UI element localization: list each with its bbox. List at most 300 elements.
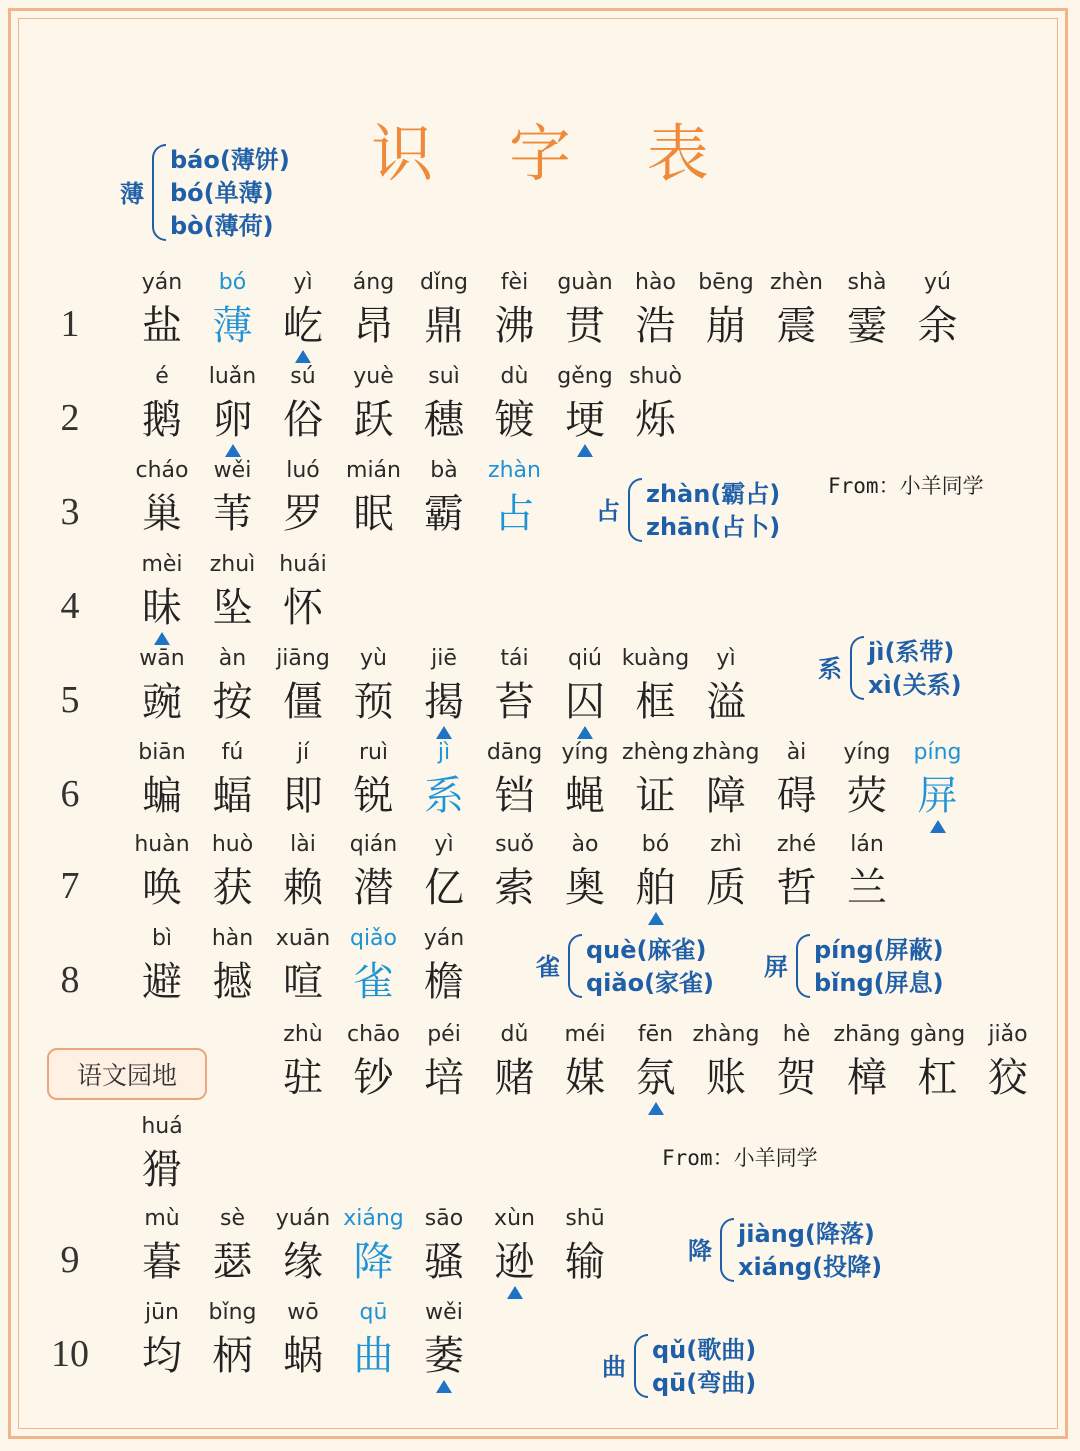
- pinyin: zhé: [776, 832, 817, 857]
- pinyin: yuán: [275, 1206, 331, 1231]
- pinyin: wěi: [425, 1300, 463, 1325]
- character-cell: [339, 1204, 409, 1290]
- hanzi: 框: [635, 679, 676, 725]
- hanzi: 曲: [353, 1333, 394, 1379]
- hanzi: 碍: [776, 773, 817, 819]
- hanzi: 跃: [353, 397, 394, 443]
- hanzi: 萎: [424, 1333, 464, 1379]
- character-cell: [339, 738, 409, 824]
- hanzi: 震: [776, 303, 817, 349]
- character-cell: [550, 644, 620, 730]
- pinyin: yú: [924, 270, 951, 295]
- hanzi: 烁: [635, 397, 676, 443]
- note-reading: zhàn(霸占): [646, 480, 781, 508]
- character-cell: [198, 644, 268, 730]
- hanzi: 按: [212, 679, 253, 725]
- hanzi: 浩: [635, 303, 676, 349]
- hanzi: 驻: [283, 1055, 323, 1101]
- row-number: 5: [60, 679, 80, 721]
- hanzi: 蜗: [283, 1333, 323, 1379]
- pinyin: zhàng: [692, 1022, 760, 1047]
- character-cell: [832, 268, 902, 354]
- pinyin: shū: [565, 1206, 605, 1231]
- hanzi: 蝙: [142, 773, 182, 819]
- pinyin: jí: [296, 740, 310, 765]
- character-cell: [409, 1204, 479, 1290]
- hanzi: 唤: [142, 865, 182, 911]
- hanzi: 舶: [635, 865, 676, 911]
- character-cell: [621, 268, 691, 354]
- pinyin: hè: [782, 1022, 811, 1047]
- hanzi: 撼: [212, 959, 253, 1005]
- hanzi: 檐: [424, 959, 464, 1005]
- character-cell: [621, 738, 691, 824]
- hanzi: 卵: [212, 397, 253, 443]
- pinyin: jiāng: [276, 646, 330, 671]
- pinyin: qiú: [567, 646, 603, 671]
- brace-icon: [796, 934, 810, 998]
- hanzi: 避: [142, 959, 182, 1005]
- character-cell: [973, 1020, 1043, 1106]
- pinyin: wān: [139, 646, 185, 671]
- pinyin: huàn: [134, 832, 190, 857]
- brace-icon: [628, 478, 642, 542]
- hanzi: 猾: [142, 1147, 182, 1193]
- pinyin: yì: [716, 646, 736, 671]
- pinyin: yù: [360, 646, 387, 671]
- triangle-marker-icon: [507, 1286, 523, 1299]
- note-reading: qiǎo(家雀): [586, 969, 715, 997]
- hanzi: 雀: [353, 959, 394, 1005]
- note-reading: xiáng(投降): [738, 1253, 883, 1281]
- pinyin: qián: [349, 832, 398, 857]
- character-cell: [268, 362, 338, 448]
- character-cell: [832, 1020, 902, 1106]
- hanzi: 坠: [212, 585, 253, 631]
- pinyin: zhù: [283, 1022, 323, 1047]
- hanzi: 镀: [494, 397, 535, 443]
- hanzi: 贺: [776, 1055, 817, 1101]
- note-reading: jiàng(降落): [738, 1220, 875, 1248]
- pinyin: shà: [847, 270, 887, 295]
- character-cell: [550, 1204, 620, 1290]
- character-cell: [339, 830, 409, 916]
- pinyin: suì: [428, 364, 460, 389]
- hanzi: 系: [424, 773, 464, 819]
- hanzi: 钞: [353, 1055, 394, 1101]
- pinyin: yán: [141, 270, 183, 295]
- pinyin: jiē: [431, 646, 457, 671]
- pinyin: huò: [211, 832, 254, 857]
- hanzi: 账: [706, 1055, 746, 1101]
- hanzi: 逊: [494, 1239, 535, 1285]
- hanzi: 预: [353, 679, 394, 725]
- note-character: 薄: [120, 179, 144, 208]
- character-cell: [691, 738, 761, 824]
- character-cell: [480, 362, 550, 448]
- character-cell: [268, 550, 338, 636]
- row-number: 9: [60, 1239, 80, 1281]
- character-cell: [198, 1204, 268, 1290]
- hanzi: 苇: [212, 491, 253, 537]
- character-cell: [127, 738, 197, 824]
- hanzi: 鹅: [142, 397, 182, 443]
- hanzi: 铛: [494, 773, 535, 819]
- row-number: 10: [51, 1333, 89, 1375]
- character-cell: [550, 738, 620, 824]
- pinyin: yuè: [353, 364, 394, 389]
- hanzi: 昂: [353, 303, 394, 349]
- pinyin: guàn: [557, 270, 613, 295]
- hanzi: 穗: [424, 397, 464, 443]
- pinyin: qū: [359, 1300, 388, 1325]
- pinyin: bà: [430, 458, 458, 483]
- character-cell: [832, 738, 902, 824]
- character-cell: [339, 644, 409, 730]
- pinyin: jì: [437, 740, 451, 765]
- pinyin: fèi: [500, 270, 529, 295]
- character-cell: [198, 456, 268, 542]
- character-cell: [127, 644, 197, 730]
- pinyin: zhàn: [488, 458, 541, 483]
- pinyin: fú: [221, 740, 244, 765]
- note-reading: píng(屏蔽): [814, 936, 944, 964]
- character-cell: [198, 738, 268, 824]
- character-cell: [268, 738, 338, 824]
- pinyin: biān: [138, 740, 186, 765]
- page-title: 识 字 表: [371, 117, 737, 190]
- hanzi: 屏: [917, 773, 958, 819]
- character-cell: [409, 738, 479, 824]
- note-reading: bǐng(屏息): [814, 969, 944, 997]
- hanzi: 狡: [988, 1055, 1028, 1101]
- hanzi: 沸: [494, 303, 535, 349]
- pinyin: zhàng: [692, 740, 760, 765]
- note-reading: jì(系带): [868, 638, 955, 666]
- pinyin: é: [155, 364, 169, 389]
- pinyin: jiǎo: [988, 1022, 1028, 1047]
- pinyin: mù: [144, 1206, 180, 1231]
- character-cell: [621, 362, 691, 448]
- character-cell: [691, 644, 761, 730]
- pinyin: kuàng: [621, 646, 690, 671]
- source-watermark: From：小羊同学: [828, 474, 984, 498]
- hanzi: 降: [353, 1239, 394, 1285]
- character-cell: [621, 830, 691, 916]
- pinyin: yíng: [561, 740, 609, 765]
- pinyin: fēn: [637, 1022, 674, 1047]
- note-reading: bó(单薄): [170, 179, 274, 207]
- character-cell: [550, 362, 620, 448]
- pinyin: xùn: [494, 1206, 535, 1231]
- pinyin: bēng: [698, 270, 754, 295]
- character-cell: [198, 924, 268, 1010]
- pinyin: huá: [141, 1114, 183, 1139]
- hanzi: 俗: [283, 397, 323, 443]
- hanzi: 输: [565, 1239, 605, 1285]
- pinyin: yán: [423, 926, 465, 951]
- character-cell: [127, 830, 197, 916]
- character-cell: [268, 830, 338, 916]
- row-number: 8: [60, 959, 80, 1001]
- note-character: 降: [688, 1237, 712, 1265]
- pinyin: píng: [913, 740, 962, 765]
- hanzi: 锐: [353, 773, 394, 819]
- character-cell: [550, 1020, 620, 1106]
- hanzi: 昧: [142, 585, 182, 631]
- pinyin: bì: [151, 926, 173, 951]
- hanzi: 贯: [565, 303, 605, 349]
- note-character: 系: [818, 655, 842, 683]
- pinyin: hàn: [211, 926, 254, 951]
- pinyin: bó: [218, 270, 247, 295]
- hanzi: 苔: [494, 679, 535, 725]
- pinyin: ài: [786, 740, 807, 765]
- hanzi: 霎: [847, 303, 887, 349]
- row-number: 1: [60, 303, 80, 345]
- character-cell: [198, 362, 268, 448]
- note-reading: qū(弯曲): [652, 1369, 757, 1397]
- character-cell: [268, 268, 338, 354]
- character-cell: [762, 738, 832, 824]
- hanzi: 证: [635, 773, 676, 819]
- character-cell: [550, 830, 620, 916]
- character-cell: [268, 456, 338, 542]
- hanzi: 埂: [565, 397, 605, 443]
- character-cell: [127, 456, 197, 542]
- character-cell: [903, 1020, 973, 1106]
- character-cell: [339, 268, 409, 354]
- hanzi: 盐: [142, 303, 182, 349]
- character-cell: [198, 1298, 268, 1384]
- pinyin: xiáng: [343, 1206, 404, 1231]
- hanzi: 囚: [565, 679, 605, 725]
- hanzi: 霸: [424, 491, 464, 537]
- pinyin: suǒ: [495, 832, 534, 857]
- hanzi: 蝠: [212, 773, 253, 819]
- hanzi: 怀: [283, 585, 323, 631]
- hanzi: 骚: [424, 1239, 464, 1285]
- note-reading: zhān(占卜): [646, 513, 781, 541]
- triangle-marker-icon: [930, 820, 946, 833]
- row-number: 2: [60, 397, 80, 439]
- hanzi: 喧: [283, 959, 323, 1005]
- hanzi: 媒: [565, 1055, 605, 1101]
- character-cell: [339, 456, 409, 542]
- triangle-marker-icon: [577, 444, 593, 457]
- pinyin: yì: [293, 270, 313, 295]
- pinyin: wō: [287, 1300, 319, 1325]
- pinyin: dǐng: [420, 270, 468, 295]
- pinyin: sāo: [424, 1206, 464, 1231]
- note-reading: bò(薄荷): [170, 212, 274, 240]
- brace-icon: [568, 934, 582, 998]
- pinyin: zhuì: [209, 552, 256, 577]
- pinyin: zhèng: [622, 740, 689, 765]
- pinyin: luǎn: [208, 364, 257, 389]
- hanzi: 培: [424, 1055, 464, 1101]
- hanzi: 占: [494, 491, 535, 537]
- note-character: 屏: [764, 953, 788, 981]
- character-cell: [762, 268, 832, 354]
- character-cell: [762, 1020, 832, 1106]
- character-cell: [339, 924, 409, 1010]
- character-cell: [409, 362, 479, 448]
- character-cell: [268, 1020, 338, 1106]
- hanzi: 溢: [706, 679, 746, 725]
- character-cell: [550, 268, 620, 354]
- character-cell: [127, 268, 197, 354]
- source-watermark: From：小羊同学: [662, 1146, 818, 1170]
- character-cell: [762, 830, 832, 916]
- hanzi: 僵: [283, 679, 323, 725]
- hanzi: 奥: [565, 865, 605, 911]
- hanzi: 质: [706, 865, 746, 911]
- pinyin: sè: [220, 1206, 245, 1231]
- pinyin: sú: [290, 364, 316, 389]
- hanzi: 鼎: [424, 303, 464, 349]
- hanzi: 索: [494, 865, 535, 911]
- character-cell: [409, 1298, 479, 1384]
- character-cell: [903, 268, 973, 354]
- character-cell: [409, 924, 479, 1010]
- note-reading: xì(关系): [868, 671, 962, 699]
- pinyin: wěi: [213, 458, 252, 483]
- character-cell: [198, 550, 268, 636]
- character-cell: [409, 644, 479, 730]
- pinyin: gěng: [557, 364, 613, 389]
- pinyin: áng: [352, 270, 395, 295]
- pinyin: ào: [571, 832, 599, 857]
- pinyin: dù: [500, 364, 529, 389]
- hanzi: 即: [283, 773, 323, 819]
- brace-icon: [720, 1218, 734, 1282]
- character-cell: [409, 830, 479, 916]
- row-number: 6: [60, 773, 80, 815]
- triangle-marker-icon: [436, 1380, 452, 1393]
- character-cell: [127, 550, 197, 636]
- pinyin: ruì: [358, 740, 389, 765]
- pinyin: lán: [850, 832, 884, 857]
- hanzi: 屹: [283, 303, 323, 349]
- character-cell: [127, 924, 197, 1010]
- character-cell: [903, 738, 973, 824]
- character-cell: [339, 362, 409, 448]
- pinyin: mián: [346, 458, 401, 483]
- character-cell: [268, 1298, 338, 1384]
- section-badge: 语文园地: [47, 1048, 207, 1100]
- character-cell: [480, 456, 550, 542]
- hanzi: 荧: [847, 773, 887, 819]
- hanzi: 暮: [142, 1239, 182, 1285]
- pinyin: xuān: [275, 926, 331, 951]
- triangle-marker-icon: [648, 912, 664, 925]
- pinyin: zhāng: [833, 1022, 901, 1047]
- hanzi: 蝇: [565, 773, 605, 819]
- pinyin: jūn: [145, 1300, 179, 1325]
- hanzi: 氛: [635, 1055, 676, 1101]
- note-reading: què(麻雀): [586, 936, 707, 964]
- note-reading: báo(薄饼): [170, 146, 290, 174]
- hanzi: 柄: [212, 1333, 253, 1379]
- note-character: 占: [596, 497, 620, 525]
- character-cell: [127, 1112, 197, 1198]
- pinyin: dāng: [486, 740, 543, 765]
- hanzi: 哲: [776, 865, 817, 911]
- note-reading: qǔ(歌曲): [652, 1336, 757, 1364]
- character-cell: [480, 1204, 550, 1290]
- character-cell: [691, 830, 761, 916]
- hanzi: 杠: [917, 1055, 958, 1101]
- pinyin: qiǎo: [349, 926, 398, 951]
- pinyin: mèi: [141, 552, 183, 577]
- character-cell: [268, 644, 338, 730]
- character-cell: [832, 830, 902, 916]
- hanzi: 眠: [353, 491, 394, 537]
- character-cell: [339, 1020, 409, 1106]
- hanzi: 瑟: [212, 1239, 253, 1285]
- character-cell: [127, 1298, 197, 1384]
- pinyin: bǐng: [208, 1300, 257, 1325]
- character-cell: [127, 362, 197, 448]
- hanzi: 兰: [847, 865, 887, 911]
- pinyin: huái: [279, 552, 327, 577]
- pinyin: lài: [290, 832, 316, 857]
- pinyin: bó: [641, 832, 670, 857]
- brace-icon: [850, 636, 864, 700]
- character-cell: [127, 1204, 197, 1290]
- hanzi: 罗: [283, 491, 323, 537]
- row-number: 7: [60, 865, 80, 907]
- pinyin: zhèn: [770, 270, 823, 295]
- pinyin: dǔ: [500, 1022, 529, 1047]
- character-cell: [691, 1020, 761, 1106]
- hanzi: 潜: [353, 865, 394, 911]
- pinyin: chāo: [347, 1022, 400, 1047]
- note-character: 雀: [536, 953, 560, 981]
- character-cell: [409, 1020, 479, 1106]
- character-cell: [198, 830, 268, 916]
- character-cell: [480, 738, 550, 824]
- character-cell: [480, 1020, 550, 1106]
- pinyin: hào: [635, 270, 676, 295]
- character-cell: [621, 644, 691, 730]
- character-cell: [480, 830, 550, 916]
- hanzi: 获: [212, 865, 253, 911]
- character-cell: [409, 268, 479, 354]
- hanzi: 亿: [424, 865, 464, 911]
- hanzi: 赌: [494, 1055, 535, 1101]
- pinyin: gàng: [909, 1022, 966, 1047]
- brace-icon: [152, 144, 166, 241]
- row-number: 3: [60, 491, 80, 533]
- character-cell: [268, 1204, 338, 1290]
- character-cell: [480, 644, 550, 730]
- character-cell: [691, 268, 761, 354]
- note-character: 曲: [602, 1353, 626, 1381]
- hanzi: 余: [917, 303, 958, 349]
- character-cell: [409, 456, 479, 542]
- hanzi: 薄: [212, 303, 253, 349]
- pinyin: yì: [434, 832, 454, 857]
- brace-icon: [634, 1334, 648, 1398]
- character-cell: [621, 1020, 691, 1106]
- pinyin: péi: [427, 1022, 461, 1047]
- triangle-marker-icon: [648, 1102, 664, 1115]
- character-cell: [480, 268, 550, 354]
- hanzi: 豌: [142, 679, 182, 725]
- hanzi: 均: [142, 1333, 182, 1379]
